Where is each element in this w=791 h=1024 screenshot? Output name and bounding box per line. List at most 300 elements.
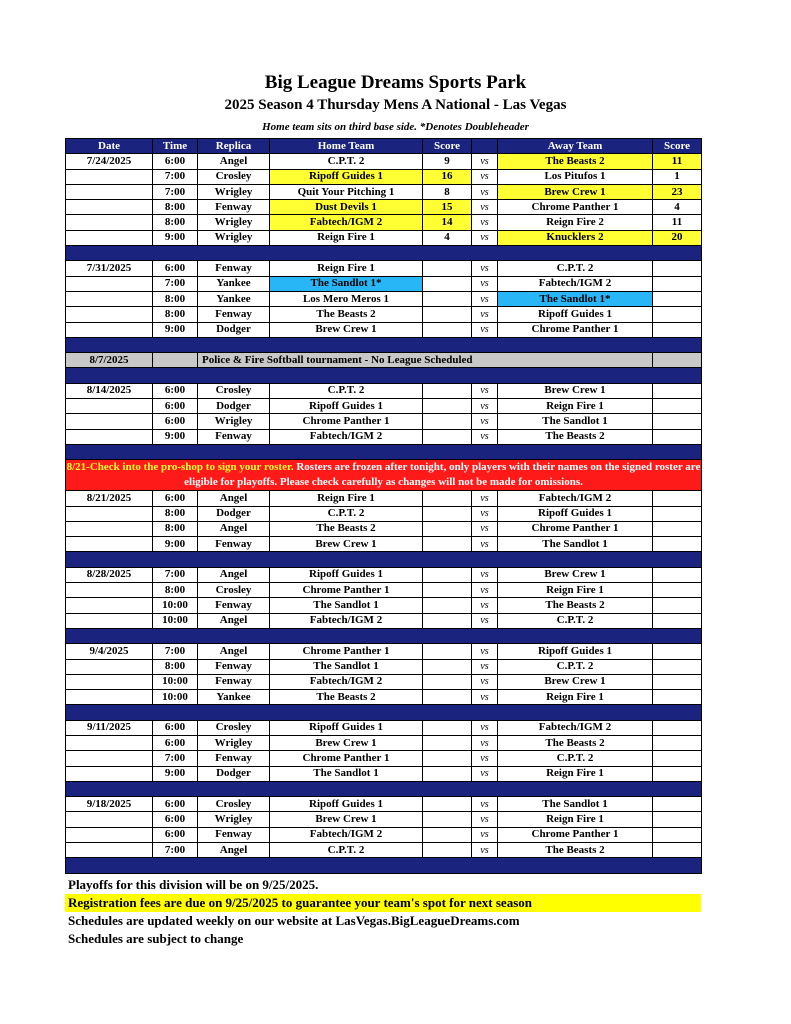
- week-separator: [66, 337, 702, 352]
- week-date: [66, 215, 153, 230]
- game-time: 6:00: [153, 491, 198, 506]
- field-name: Yankee: [198, 291, 270, 306]
- home-score: [423, 261, 472, 276]
- vs-label: vs: [472, 154, 498, 169]
- game-time: 6:00: [153, 735, 198, 750]
- vs-label: vs: [472, 766, 498, 781]
- field-name: Angel: [198, 521, 270, 536]
- home-team: Ripoff Guides 1: [270, 720, 423, 735]
- page-subtitle: 2025 Season 4 Thursday Mens A National - Las Vegas: [224, 97, 567, 113]
- game-time: 6:00: [153, 399, 198, 414]
- game-time: 7:00: [153, 751, 198, 766]
- away-score: 1: [653, 169, 702, 184]
- home-team: Ripoff Guides 1: [270, 567, 423, 582]
- game-time: 8:00: [153, 215, 198, 230]
- home-score: [423, 766, 472, 781]
- week-date: [66, 735, 153, 750]
- home-score: [423, 521, 472, 536]
- home-team: Dust Devils 1: [270, 200, 423, 215]
- away-team: Reign Fire 1: [498, 399, 653, 414]
- week-date: 9/4/2025: [66, 644, 153, 659]
- away-team: Los Pitufos 1: [498, 169, 653, 184]
- home-score: [423, 720, 472, 735]
- game-row: [66, 414, 702, 429]
- home-team: Ripoff Guides 1: [270, 169, 423, 184]
- vs-label: vs: [472, 659, 498, 674]
- vs-label: vs: [472, 797, 498, 812]
- schedule-table: [65, 138, 702, 874]
- disclaimer-note: Schedules are subject to change: [68, 931, 244, 946]
- vs-label: vs: [472, 383, 498, 398]
- away-team: Reign Fire 2: [498, 215, 653, 230]
- vs-label: vs: [472, 567, 498, 582]
- field-name: Wrigley: [198, 215, 270, 230]
- roster-notice-row: [66, 460, 702, 491]
- field-name: Fenway: [198, 674, 270, 689]
- game-time: 6:00: [153, 797, 198, 812]
- game-row: [66, 720, 702, 735]
- field-name: Fenway: [198, 598, 270, 613]
- home-score: [423, 797, 472, 812]
- vs-label: vs: [472, 322, 498, 337]
- vs-label: vs: [472, 307, 498, 322]
- week-date: [66, 200, 153, 215]
- separator-bar: [66, 628, 702, 643]
- away-score: [653, 322, 702, 337]
- game-row: [66, 659, 702, 674]
- game-time: 10:00: [153, 690, 198, 705]
- away-score: [653, 506, 702, 521]
- away-score: [653, 843, 702, 858]
- away-score: [653, 307, 702, 322]
- vs-label: vs: [472, 690, 498, 705]
- game-row: [66, 184, 702, 199]
- week-date: [66, 429, 153, 444]
- away-team: Fabtech/IGM 2: [498, 276, 653, 291]
- home-team: Reign Fire 1: [270, 491, 423, 506]
- game-time: 7:00: [153, 644, 198, 659]
- column-header-away-team: Away Team: [498, 139, 653, 154]
- game-time: 6:00: [153, 261, 198, 276]
- week-date: [66, 843, 153, 858]
- away-score: [653, 521, 702, 536]
- away-team: Chrome Panther 1: [498, 827, 653, 842]
- home-team: C.P.T. 2: [270, 843, 423, 858]
- away-score: [653, 399, 702, 414]
- away-team: Knucklers 2: [498, 230, 653, 245]
- away-score: [653, 567, 702, 582]
- field-name: Crosley: [198, 383, 270, 398]
- no-league-row: [66, 353, 702, 368]
- game-row: [66, 230, 702, 245]
- home-score: [423, 429, 472, 444]
- field-name: Crosley: [198, 583, 270, 598]
- game-time: 8:00: [153, 583, 198, 598]
- field-name: Yankee: [198, 276, 270, 291]
- game-row: [66, 735, 702, 750]
- away-team: C.P.T. 2: [498, 659, 653, 674]
- vs-label: vs: [472, 506, 498, 521]
- home-team: Brew Crew 1: [270, 735, 423, 750]
- week-date: [66, 583, 153, 598]
- home-team: Chrome Panther 1: [270, 414, 423, 429]
- week-date: 8/28/2025: [66, 567, 153, 582]
- week-separator: [66, 858, 702, 873]
- game-row: [66, 506, 702, 521]
- field-name: Yankee: [198, 690, 270, 705]
- vs-label: vs: [472, 521, 498, 536]
- schedule-header-row: [66, 139, 702, 154]
- no-league-message: Police & Fire Softball tournament - No League Scheduled: [198, 353, 653, 368]
- game-row: [66, 429, 702, 444]
- field-name: Fenway: [198, 537, 270, 552]
- separator-bar: [66, 368, 702, 383]
- away-team: The Beasts 2: [498, 598, 653, 613]
- column-header-home-team: Home Team: [270, 139, 423, 154]
- home-team: Chrome Panther 1: [270, 644, 423, 659]
- field-name: Angel: [198, 843, 270, 858]
- away-score: [653, 735, 702, 750]
- field-name: Fenway: [198, 751, 270, 766]
- game-time: 8:00: [153, 506, 198, 521]
- week-date: [66, 230, 153, 245]
- home-team: Los Mero Meros 1: [270, 291, 423, 306]
- vs-label: vs: [472, 598, 498, 613]
- game-row: [66, 537, 702, 552]
- home-team: The Beasts 2: [270, 307, 423, 322]
- home-score: [423, 307, 472, 322]
- vs-label: vs: [472, 291, 498, 306]
- game-time: 10:00: [153, 613, 198, 628]
- game-row: [66, 399, 702, 414]
- field-name: Wrigley: [198, 812, 270, 827]
- game-time: 8:00: [153, 291, 198, 306]
- vs-label: vs: [472, 735, 498, 750]
- week-date: 9/11/2025: [66, 720, 153, 735]
- away-team: Fabtech/IGM 2: [498, 720, 653, 735]
- playoffs-note: Playoffs for this division will be on 9/25/2025.: [68, 877, 319, 892]
- game-time: 6:00: [153, 720, 198, 735]
- away-team: The Beasts 2: [498, 843, 653, 858]
- game-time: 6:00: [153, 812, 198, 827]
- game-row: [66, 812, 702, 827]
- vs-label: vs: [472, 583, 498, 598]
- home-score: [423, 735, 472, 750]
- schedule-body: [66, 154, 702, 873]
- separator-bar: [66, 858, 702, 873]
- home-team: Fabtech/IGM 2: [270, 674, 423, 689]
- vs-label: vs: [472, 276, 498, 291]
- away-score: [653, 383, 702, 398]
- game-time: 9:00: [153, 322, 198, 337]
- home-score: [423, 827, 472, 842]
- game-time: 6:00: [153, 827, 198, 842]
- game-row: [66, 827, 702, 842]
- week-date: [66, 276, 153, 291]
- week-date: [66, 674, 153, 689]
- away-score: 20: [653, 230, 702, 245]
- home-score: [423, 751, 472, 766]
- away-team: Reign Fire 1: [498, 812, 653, 827]
- away-score: [653, 613, 702, 628]
- home-score: [423, 674, 472, 689]
- away-score: [653, 598, 702, 613]
- home-team: The Beasts 2: [270, 690, 423, 705]
- vs-label: vs: [472, 674, 498, 689]
- home-score: [423, 322, 472, 337]
- away-team: Chrome Panther 1: [498, 521, 653, 536]
- game-row: [66, 291, 702, 306]
- field-name: Wrigley: [198, 735, 270, 750]
- home-score: 8: [423, 184, 472, 199]
- field-name: Dodger: [198, 766, 270, 781]
- home-score: [423, 659, 472, 674]
- notice-date: 8/21-: [66, 461, 90, 474]
- vs-label: vs: [472, 491, 498, 506]
- game-time: 8:00: [153, 659, 198, 674]
- away-team: The Beasts 2: [498, 735, 653, 750]
- field-name: Wrigley: [198, 230, 270, 245]
- home-score: [423, 567, 472, 582]
- game-row: [66, 567, 702, 582]
- game-row: [66, 797, 702, 812]
- field-name: Wrigley: [198, 414, 270, 429]
- away-team: Reign Fire 1: [498, 583, 653, 598]
- home-team: Quit Your Pitching 1: [270, 184, 423, 199]
- column-header-date: Date: [66, 139, 153, 154]
- week-date: [66, 613, 153, 628]
- game-row: [66, 521, 702, 536]
- away-score: [653, 491, 702, 506]
- week-separator: [66, 444, 702, 459]
- home-score: 14: [423, 215, 472, 230]
- away-team: Chrome Panther 1: [498, 322, 653, 337]
- away-score: 11: [653, 154, 702, 169]
- game-row: [66, 674, 702, 689]
- vs-label: vs: [472, 751, 498, 766]
- home-score: [423, 399, 472, 414]
- away-team: The Sandlot 1: [498, 537, 653, 552]
- away-score: [653, 583, 702, 598]
- week-date: [66, 537, 153, 552]
- vs-label: vs: [472, 200, 498, 215]
- game-time: 7:00: [153, 276, 198, 291]
- field-name: Fenway: [198, 261, 270, 276]
- home-score: [423, 506, 472, 521]
- away-score: [653, 751, 702, 766]
- week-date: [66, 827, 153, 842]
- vs-label: vs: [472, 827, 498, 842]
- away-team: C.P.T. 2: [498, 751, 653, 766]
- game-row: [66, 322, 702, 337]
- game-time: 10:00: [153, 674, 198, 689]
- away-team: Chrome Panther 1: [498, 200, 653, 215]
- game-time: 9:00: [153, 537, 198, 552]
- game-row: [66, 583, 702, 598]
- field-name: Fenway: [198, 307, 270, 322]
- away-team: The Sandlot 1: [498, 414, 653, 429]
- game-time: 8:00: [153, 521, 198, 536]
- game-row: [66, 751, 702, 766]
- home-score: [423, 690, 472, 705]
- notice-text: Rosters are frozen after tonight, only players with their names on the signed roster are eligible for playoffs. Please check carefully as changes will not be made for omissions.: [184, 461, 701, 489]
- game-row: [66, 261, 702, 276]
- vs-label: vs: [472, 230, 498, 245]
- away-team: C.P.T. 2: [498, 261, 653, 276]
- home-score: [423, 537, 472, 552]
- field-name: Fenway: [198, 659, 270, 674]
- game-time: 7:00: [153, 169, 198, 184]
- away-score: [653, 674, 702, 689]
- game-time: 7:00: [153, 184, 198, 199]
- home-score: 9: [423, 154, 472, 169]
- game-time: 6:00: [153, 414, 198, 429]
- home-team: C.P.T. 2: [270, 383, 423, 398]
- week-date: 8/7/2025: [66, 353, 153, 368]
- game-row: [66, 613, 702, 628]
- week-date: [66, 414, 153, 429]
- home-team: Ripoff Guides 1: [270, 797, 423, 812]
- away-team: The Beasts 2: [498, 154, 653, 169]
- home-score: [423, 491, 472, 506]
- home-score: [423, 291, 472, 306]
- away-score: 4: [653, 200, 702, 215]
- week-date: [66, 659, 153, 674]
- home-team: Fabtech/IGM 2: [270, 215, 423, 230]
- home-team: Chrome Panther 1: [270, 583, 423, 598]
- away-score: [653, 827, 702, 842]
- empty-cell: [653, 353, 702, 368]
- game-time: 9:00: [153, 429, 198, 444]
- game-row: [66, 154, 702, 169]
- vs-label: vs: [472, 261, 498, 276]
- vs-label: vs: [472, 215, 498, 230]
- game-row: [66, 644, 702, 659]
- home-score: [423, 613, 472, 628]
- field-name: Dodger: [198, 322, 270, 337]
- away-score: [653, 644, 702, 659]
- roster-notice: [66, 460, 702, 491]
- separator-bar: [66, 781, 702, 796]
- home-score: [423, 843, 472, 858]
- week-date: 7/31/2025: [66, 261, 153, 276]
- home-team: The Sandlot 1*: [270, 276, 423, 291]
- game-time: 7:00: [153, 843, 198, 858]
- away-score: 23: [653, 184, 702, 199]
- away-team: Reign Fire 1: [498, 690, 653, 705]
- home-team: C.P.T. 2: [270, 506, 423, 521]
- home-team: Brew Crew 1: [270, 812, 423, 827]
- week-date: [66, 690, 153, 705]
- week-separator: [66, 628, 702, 643]
- vs-label: vs: [472, 843, 498, 858]
- game-row: [66, 690, 702, 705]
- away-score: [653, 766, 702, 781]
- game-time: 8:00: [153, 307, 198, 322]
- game-row: [66, 766, 702, 781]
- week-date: 7/24/2025: [66, 154, 153, 169]
- week-separator: [66, 705, 702, 720]
- home-team: C.P.T. 2: [270, 154, 423, 169]
- away-score: 11: [653, 215, 702, 230]
- empty-cell: [153, 353, 198, 368]
- away-team: Brew Crew 1: [498, 567, 653, 582]
- away-team: Brew Crew 1: [498, 674, 653, 689]
- game-time: 10:00: [153, 598, 198, 613]
- vs-label: vs: [472, 720, 498, 735]
- game-row: [66, 598, 702, 613]
- home-team: Ripoff Guides 1: [270, 399, 423, 414]
- separator-bar: [66, 444, 702, 459]
- away-team: Ripoff Guides 1: [498, 644, 653, 659]
- week-date: [66, 291, 153, 306]
- vs-label: vs: [472, 613, 498, 628]
- home-team: The Sandlot 1: [270, 659, 423, 674]
- game-time: 8:00: [153, 200, 198, 215]
- home-team: Chrome Panther 1: [270, 751, 423, 766]
- week-date: [66, 521, 153, 536]
- away-score: [653, 429, 702, 444]
- column-header-away-score: Score: [653, 139, 702, 154]
- away-team: Ripoff Guides 1: [498, 307, 653, 322]
- home-team: Fabtech/IGM 2: [270, 613, 423, 628]
- away-score: [653, 261, 702, 276]
- game-row: [66, 276, 702, 291]
- vs-label: vs: [472, 537, 498, 552]
- game-time: 6:00: [153, 154, 198, 169]
- home-score: [423, 383, 472, 398]
- home-team: The Beasts 2: [270, 521, 423, 536]
- week-date: [66, 399, 153, 414]
- home-team: Fabtech/IGM 2: [270, 429, 423, 444]
- home-team: Reign Fire 1: [270, 230, 423, 245]
- away-team: Brew Crew 1: [498, 184, 653, 199]
- home-team: Brew Crew 1: [270, 322, 423, 337]
- week-date: [66, 751, 153, 766]
- home-team: The Sandlot 1: [270, 598, 423, 613]
- page-note: Home team sits on third base side. *Denotes Doubleheader: [262, 121, 529, 133]
- column-header-time: Time: [153, 139, 198, 154]
- away-team: The Sandlot 1*: [498, 291, 653, 306]
- week-separator: [66, 781, 702, 796]
- week-date: [66, 506, 153, 521]
- week-date: [66, 169, 153, 184]
- week-date: 9/18/2025: [66, 797, 153, 812]
- week-date: [66, 812, 153, 827]
- home-team: The Sandlot 1: [270, 766, 423, 781]
- week-date: [66, 184, 153, 199]
- away-team: The Sandlot 1: [498, 797, 653, 812]
- away-team: Brew Crew 1: [498, 383, 653, 398]
- column-header-vs: [472, 139, 498, 154]
- home-score: 4: [423, 230, 472, 245]
- home-team: Fabtech/IGM 2: [270, 827, 423, 842]
- game-time: 9:00: [153, 230, 198, 245]
- away-team: Reign Fire 1: [498, 766, 653, 781]
- game-row: [66, 307, 702, 322]
- away-score: [653, 659, 702, 674]
- away-score: [653, 537, 702, 552]
- away-score: [653, 414, 702, 429]
- home-score: [423, 644, 472, 659]
- field-name: Fenway: [198, 200, 270, 215]
- away-team: Fabtech/IGM 2: [498, 491, 653, 506]
- home-score: 15: [423, 200, 472, 215]
- field-name: Crosley: [198, 797, 270, 812]
- away-score: [653, 720, 702, 735]
- column-header-replica: Replica: [198, 139, 270, 154]
- game-row: [66, 843, 702, 858]
